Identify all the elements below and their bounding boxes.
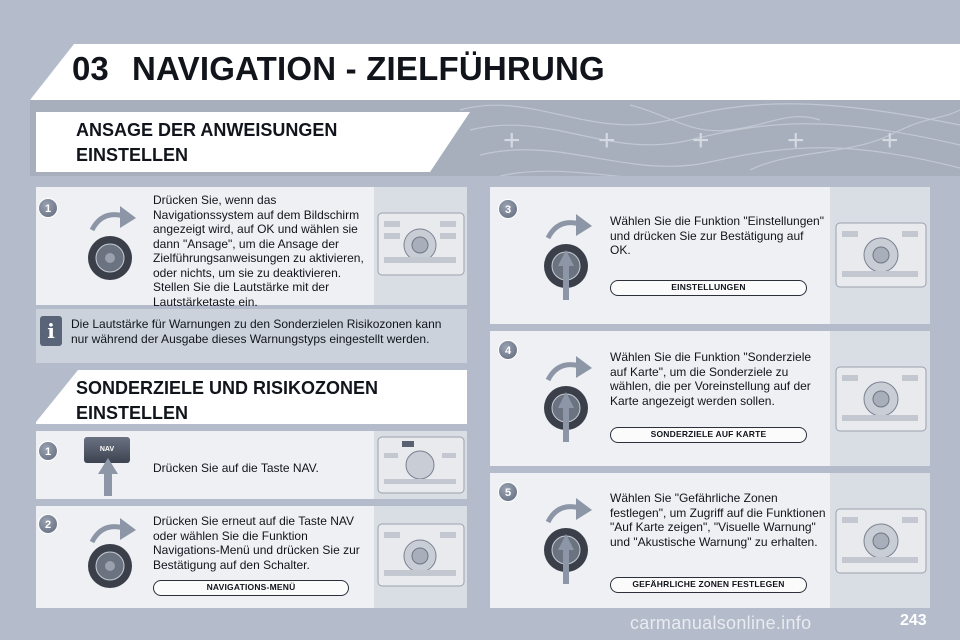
radio-console-image [830,331,930,466]
step-number-badge: 1 [38,198,58,218]
radio-console-image [374,187,467,305]
radio-console-image [830,187,930,324]
info-text: Die Lautstärke für Warnungen zu den Sonderzielen Risikozonen kann nur während der Ausgabe dieses Warnungstyps eingestellt werden. [71,317,442,346]
plus-mark: + [787,124,805,157]
nav-button: NAV [84,437,130,463]
section1-heading-slant [430,112,470,172]
rotate-press-knob-icon [536,352,606,446]
plus-mark: + [692,124,710,157]
step-number-badge: 2 [38,514,58,534]
info-icon: i [40,316,62,346]
section2-heading-corner [36,370,78,422]
step-number-badge: 5 [498,482,518,502]
rotate-knob-icon [80,512,150,602]
menu-label-pill: SONDERZIELE AUF KARTE [610,427,807,443]
rotate-press-knob-icon [536,494,606,588]
section1-title: ANSAGE DER ANWEISUNGEN EINSTELLEN [76,120,338,165]
chapter-number: 03 [72,50,109,87]
step-number-badge: 4 [498,340,518,360]
step-instruction-text: Drücken Sie auf die Taste NAV. [153,461,319,475]
rotate-knob-icon [80,200,150,290]
chapter-title: NAVIGATION - ZIELFÜHRUNG [132,50,605,87]
press-arrow-icon [96,458,120,496]
console-thumbnail-area [830,187,930,324]
console-thumbnail-area [374,431,467,499]
rotate-press-knob-icon [536,210,606,304]
watermark: carmanualsonline.info [630,613,812,633]
radio-console-image [374,431,467,499]
radio-console-image [374,506,467,608]
step-instruction-text: Drücken Sie erneut auf die Taste NAV oder wählen Sie die Funktion Navigations-Menü und drücken Sie zur Bestätigung auf den Schalter. [153,514,360,572]
step-instruction-text: Wählen Sie "Gefährliche Zonen festlegen", um Zugriff auf die Funktionen "Auf Karte zeigen", "Visuelle Warnung" und "Akustische Warnung" zu erhalten. [610,491,826,549]
step-instruction-text: Drücken Sie, wenn das Navigationssystem auf dem Bildschirm angezeigt wird, auf OK und wählen sie dann "Ansage", um die Ansage der Zielführungsanweisungen zu aktivieren, oder nichts, um sie zu deaktivieren. Stellen Sie die Lautstärke mit der Lautstärketaste ein. [153,193,364,309]
plus-mark: + [881,124,899,157]
plus-mark: + [503,124,521,157]
console-thumbnail-area [830,473,930,608]
console-thumbnail-area [374,506,467,608]
menu-label-pill: GEFÄHRLICHE ZONEN FESTLEGEN [610,577,807,593]
step-instruction-text: Wählen Sie die Funktion "Einstellungen" und drücken Sie zur Bestätigung auf OK. [610,214,824,257]
step-number-badge: 3 [498,199,518,219]
console-thumbnail-area [830,331,930,466]
step-instruction-text: Wählen Sie die Funktion "Sonderziele auf Karte", um die Sonderziele zu wählen, die per Voreinstellung auf der Karte angezeigt werden sollen. [610,350,812,408]
console-thumbnail-area [374,187,467,305]
menu-label-pill: EINSTELLUNGEN [610,280,807,296]
radio-console-image [830,473,930,608]
step-number-badge: 1 [38,441,58,461]
section2-title: SONDERZIELE UND RISIKOZONEN EINSTELLEN [76,378,379,423]
plus-mark: + [598,124,616,157]
page-number: 243 [900,612,927,629]
menu-label-pill: NAVIGATIONS-MENÜ [153,580,349,596]
header-corner [30,44,74,100]
